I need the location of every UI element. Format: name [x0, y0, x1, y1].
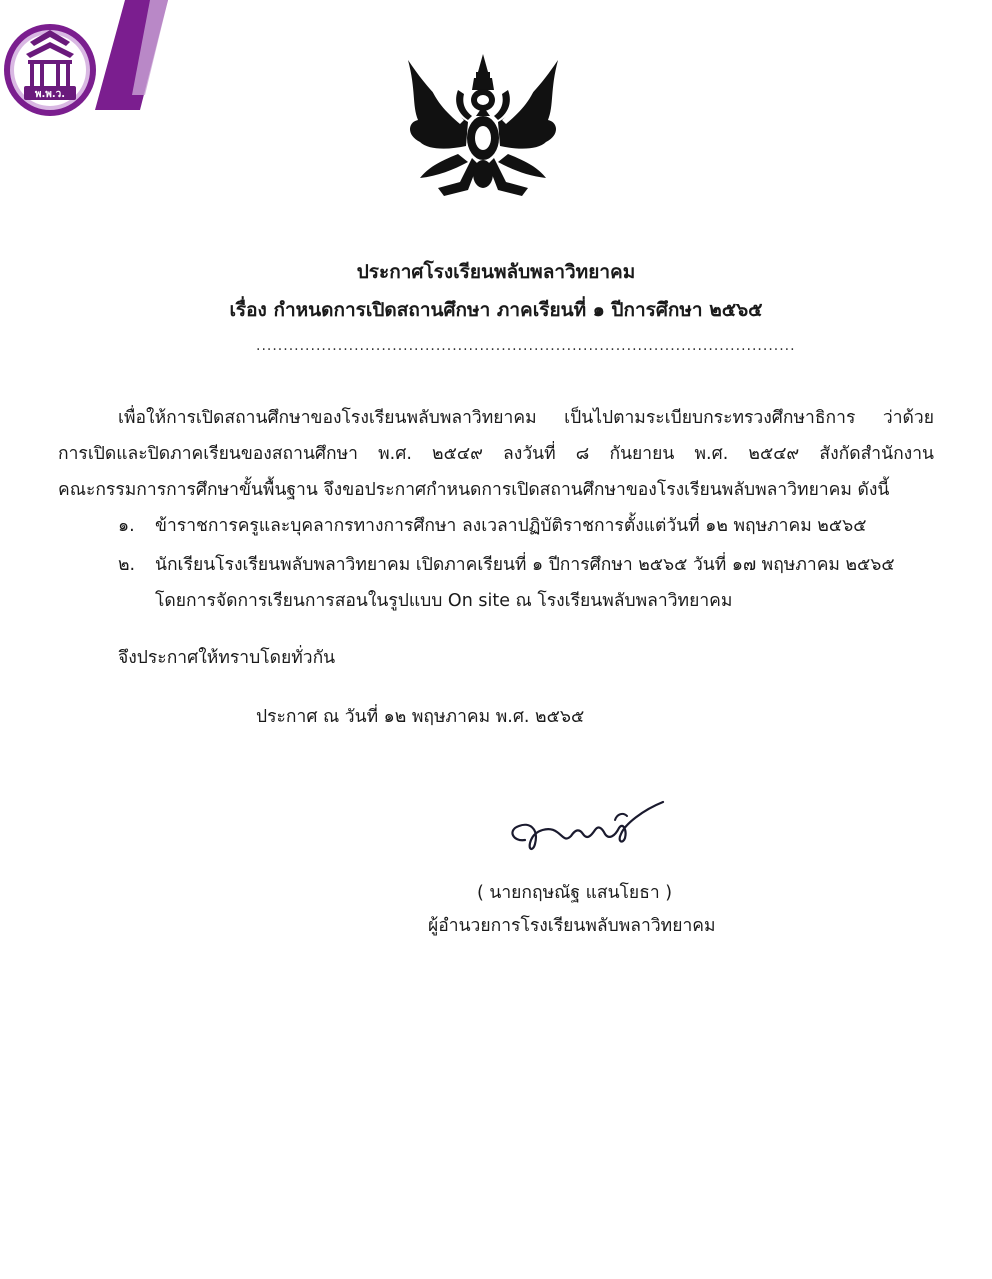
intro-line-2: การเปิดและปิดภาคเรียนของสถานศึกษา พ.ศ. ๒๕๔๙ ลงวันที่ ๘ กันยายน พ.ศ. ๒๕๔๙ สังกัดสำนักงาน: [58, 444, 934, 464]
item-2-number: ๒.: [118, 555, 136, 575]
signatory-position: ผู้อำนวยการโรงเรียนพลับพลาวิทยาคม: [428, 916, 716, 936]
item-2-text: นักเรียนโรงเรียนพลับพลาวิทยาคม เปิดภาคเรียนที่ ๑ ปีการศึกษา ๒๕๖๕ วันที่ ๑๗ พฤษภาคม ๒๕๖๕: [155, 555, 895, 575]
logo-text: พ.พ.ว.: [34, 89, 66, 100]
signature: [505, 800, 670, 860]
signatory-name: ( นายกฤษณัฐ แสนโยธา ): [477, 883, 673, 903]
announcement-title: ประกาศโรงเรียนพลับพลาวิทยาคม: [356, 261, 636, 283]
item-1-text: ข้าราชการครูและบุคลากรทางการศึกษา ลงเวลาปฏิบัติราชการตั้งแต่วันที่ ๑๒ พฤษภาคม ๒๕๖๕: [155, 516, 867, 536]
closing-statement: จึงประกาศให้ทราบโดยทั่วกัน: [118, 648, 336, 668]
garuda-emblem-icon: [398, 50, 568, 205]
intro-line-1: เพื่อให้การเปิดสถานศึกษาของโรงเรียนพลับพลาวิทยาคม เป็นไปตามระเบียบกระทรวงศึกษาธิการ ว่าด้วย: [118, 408, 934, 428]
intro-line-3: คณะกรรมการการศึกษาขั้นพื้นฐาน จึงขอประกาศกำหนดการเปิดสถานศึกษาของโรงเรียนพลับพลาวิทยาคม ดังนี้: [58, 480, 890, 500]
item-2-continuation: โดยการจัดการเรียนการสอนในรูปแบบ On site ณ โรงเรียนพลับพลาวิทยาคม: [155, 591, 733, 611]
school-logo: [0, 0, 175, 125]
item-1-number: ๑.: [118, 516, 135, 536]
announcement-date: ประกาศ ณ วันที่ ๑๒ พฤษภาคม พ.ศ. ๒๕๖๕: [256, 707, 585, 727]
announcement-subject: เรื่อง กำหนดการเปิดสถานศึกษา ภาคเรียนที่ ๑ ปีการศึกษา ๒๕๖๕: [229, 299, 763, 321]
separator-dots: ...................................................................................................: [256, 338, 796, 354]
